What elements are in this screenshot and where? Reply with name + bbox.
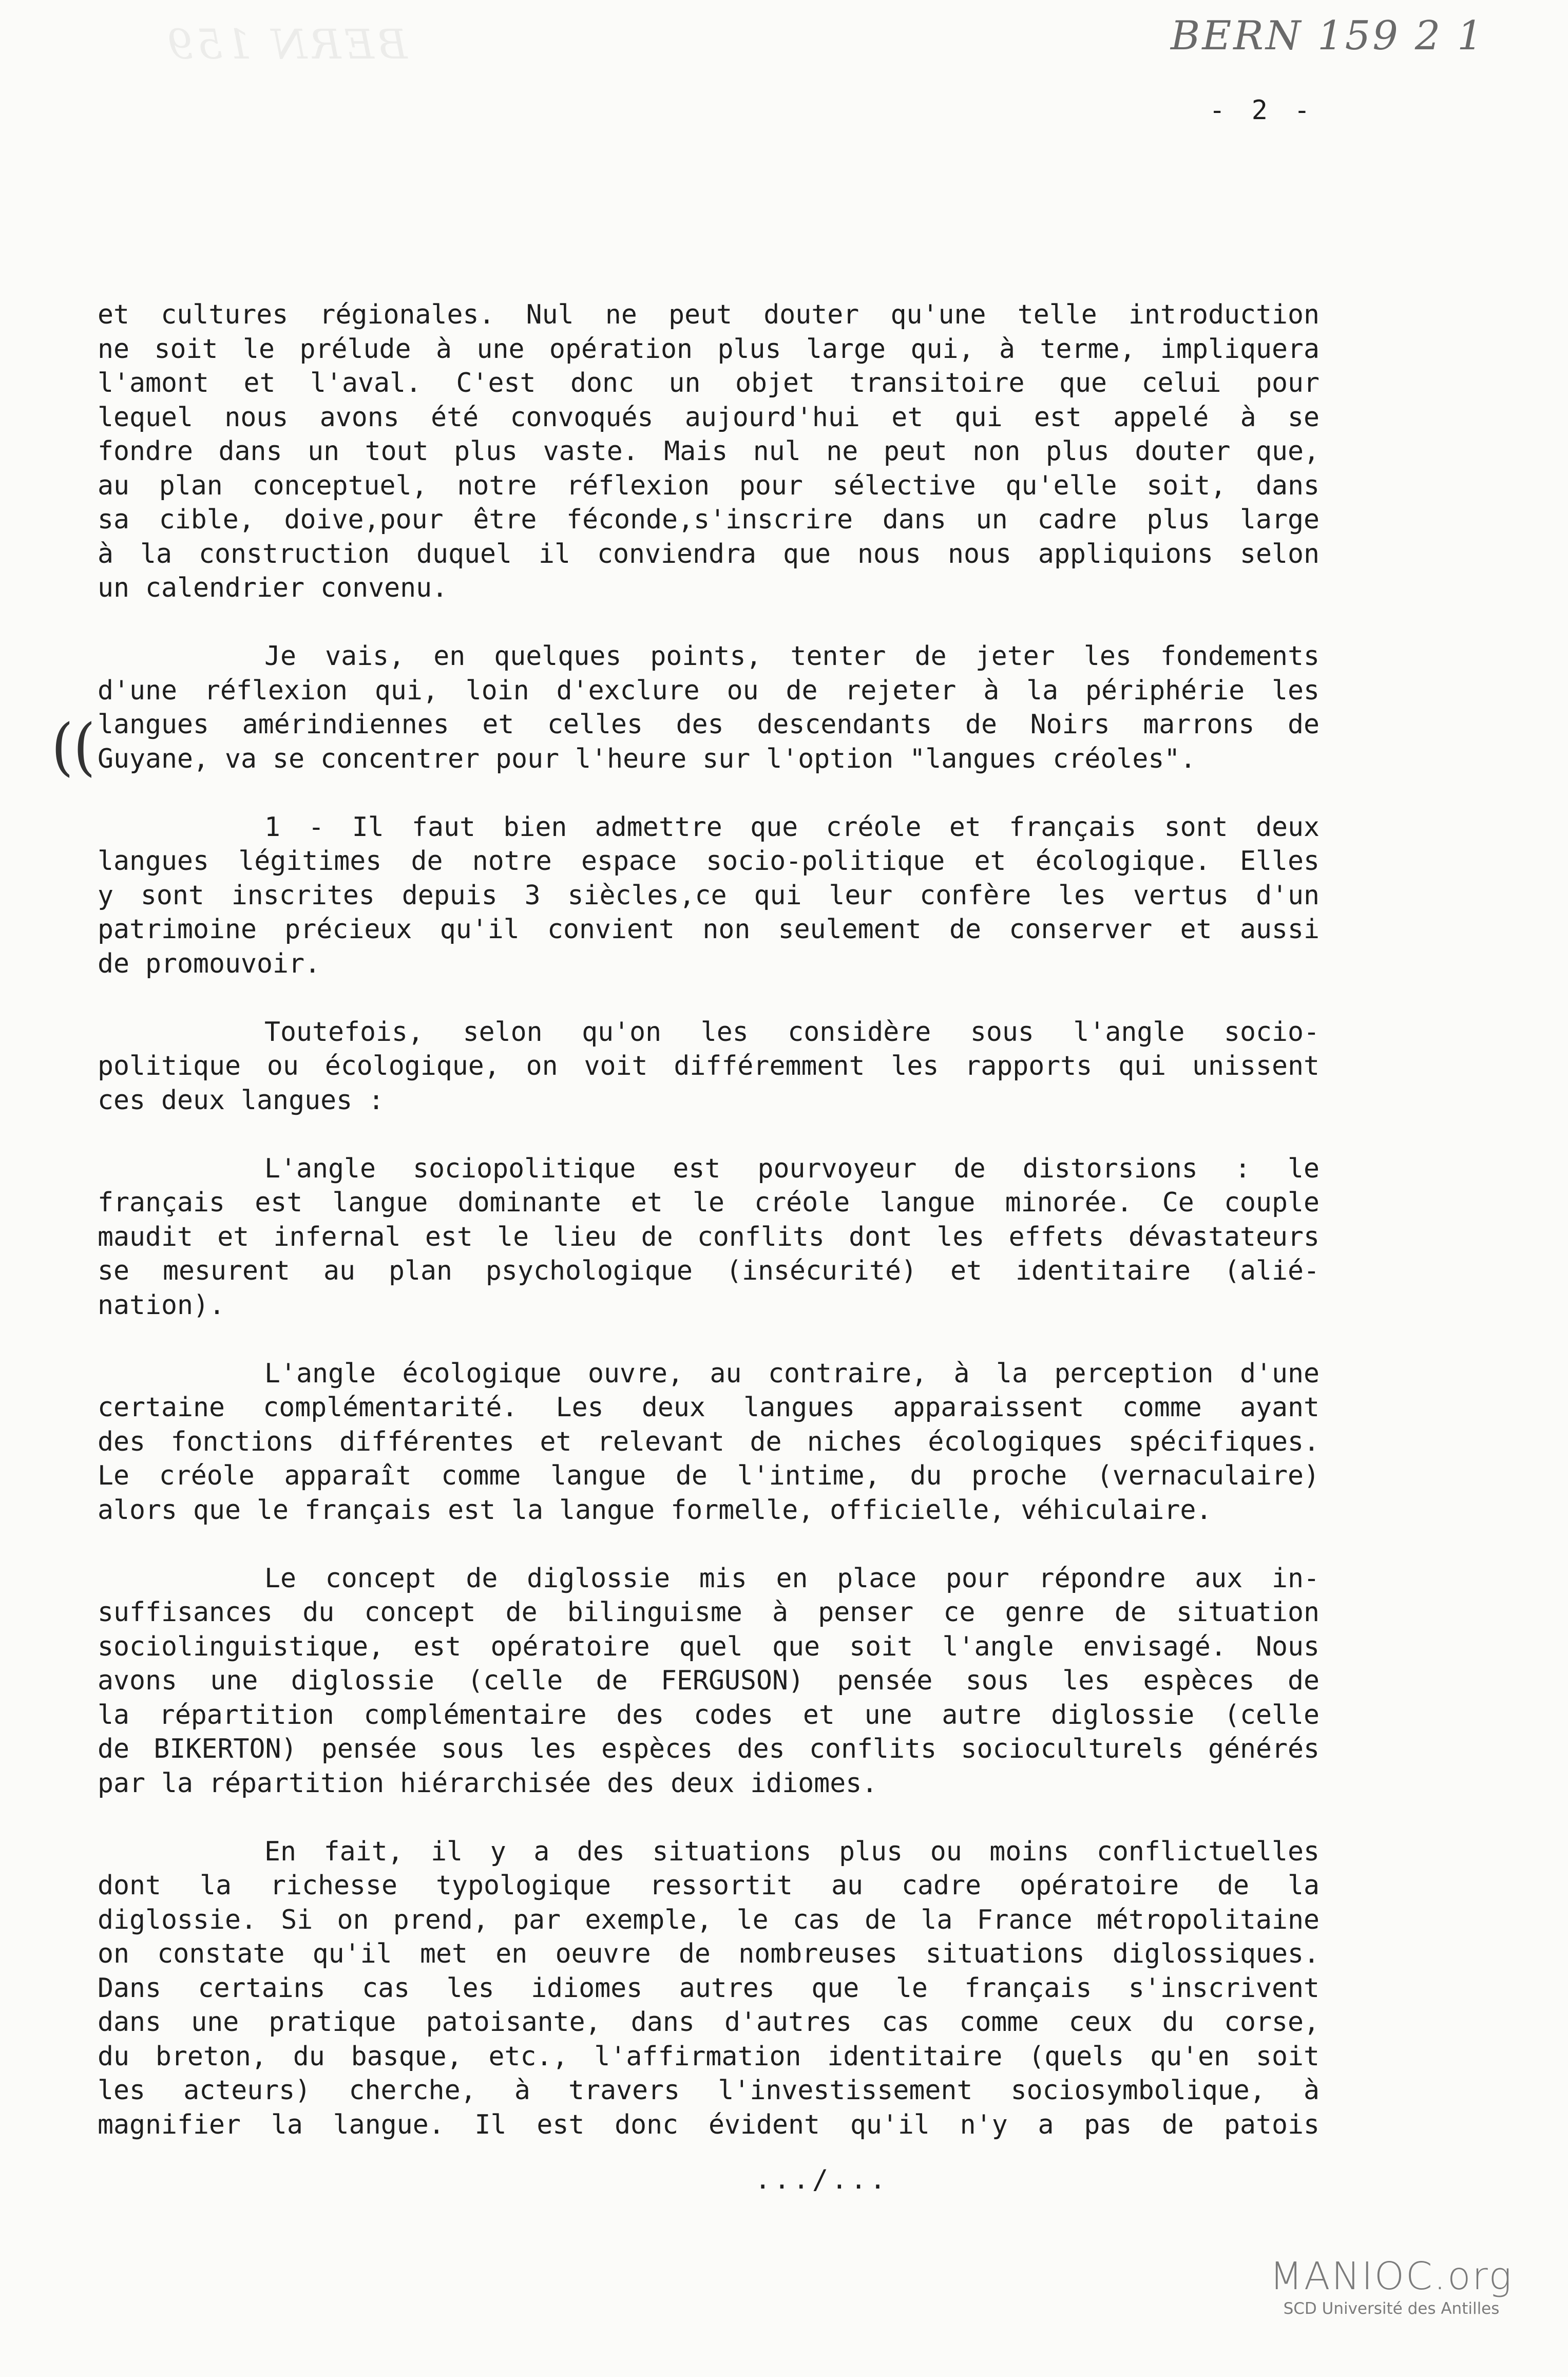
paragraph	[98, 639, 1320, 776]
text-line: nation).	[98, 1289, 225, 1321]
text-line: Je vais, en quelques points, tenter de jeter les fondements	[264, 641, 1320, 672]
paragraph	[98, 1152, 1320, 1323]
paragraph-gap	[98, 605, 1320, 640]
paragraph-gap	[98, 1117, 1320, 1152]
page-number: - 2 -	[1209, 95, 1315, 126]
text-line: Le concept de diglossie mis en place pour répondre aux in-	[264, 1563, 1320, 1594]
paragraph	[98, 1562, 1320, 1801]
text-line: se mesurent au plan psychologique (insécurité) et identitaire (alié-	[98, 1256, 1320, 1286]
text-line: suffisances du concept de bilinguisme à penser ce genre de situation	[98, 1597, 1320, 1628]
text-line: dans une pratique patoisante, dans d'autres cas comme ceux du corse,	[98, 2007, 1320, 2038]
text-line: les acteurs) cherche, à travers l'investissement sociosymbolique, à	[98, 2075, 1320, 2106]
paragraph-gap	[98, 776, 1320, 810]
text-line: l'amont et l'aval. C'est donc un objet transitoire que celui pour	[98, 368, 1320, 398]
paragraph	[98, 1835, 1320, 2142]
paragraph	[98, 298, 1320, 605]
text-line: politique ou écologique, on voit différemment les rapports qui unissent	[98, 1051, 1320, 1081]
paragraph	[98, 810, 1320, 981]
text-line: diglossie. Si on prend, par exemple, le cas de la France métropolitaine	[98, 1904, 1320, 1935]
text-line: de BIKERTON) pensée sous les espèces des conflits socioculturels générés	[98, 1734, 1320, 1764]
text-line: la répartition complémentaire des codes et une autre diglossie (celle	[98, 1699, 1320, 1731]
text-line: à la construction duquel il conviendra que nous nous appliquions selon	[98, 538, 1320, 569]
text-line: fondre dans un tout plus vaste. Mais nul ne peut non plus douter que,	[98, 436, 1320, 467]
text-line: ces deux langues :	[98, 1085, 385, 1116]
text-line: 1 - Il faut bien admettre que créole et français sont deux	[264, 811, 1320, 843]
manioc-logo	[1268, 2254, 1515, 2318]
text-line: L'angle sociopolitique est pourvoyeur de distorsions : le	[264, 1153, 1320, 1184]
paragraph-gap	[98, 1527, 1320, 1562]
text-line: L'angle écologique ouvre, au contraire, à la perception d'une	[264, 1358, 1320, 1389]
paragraph	[98, 1015, 1320, 1118]
text-line: magnifier la langue. Il est donc évident qu'il n'y a pas de patois	[98, 2109, 1320, 2140]
paragraph	[98, 1357, 1320, 1528]
text-line: un calendrier convenu.	[98, 573, 448, 603]
text-line: Dans certains cas les idiomes autres que le français s'inscrivent	[98, 1972, 1320, 2004]
text-line: par la répartition hiérarchisée des deux idiomes.	[98, 1767, 878, 1799]
text-line: Guyane, va se concentrer pour l'heure sur l'option "langues créoles".	[98, 743, 1196, 774]
text-line: au plan conceptuel, notre réflexion pour sélective qu'elle soit, dans	[98, 470, 1320, 501]
text-line: français est langue dominante et le créole langue minorée. Ce couple	[98, 1187, 1320, 1218]
text-line: on constate qu'il met en oeuvre de nombreuses situations diglossiques.	[98, 1938, 1320, 1969]
text-line: alors que le français est la langue formelle, officielle, véhiculaire.	[98, 1494, 1212, 1526]
text-line: En fait, il y a des situations plus ou moins conflictuelles	[264, 1836, 1320, 1867]
text-line: langues amérindiennes et celles des descendants de Noirs marrons de	[98, 709, 1320, 740]
continuation-mark: .../...	[755, 2164, 889, 2195]
text-line: ne soit le prélude à une opération plus large qui, à terme, impliquera	[98, 333, 1320, 365]
text-line: des fonctions différentes et relevant de niches écologiques spécifiques.	[98, 1426, 1320, 1457]
text-line: langues légitimes de notre espace socio-politique et écologique. Elles	[98, 846, 1320, 877]
margin-bracket-mark: ((	[51, 710, 95, 783]
text-line: sa cible, doive,pour être féconde,s'inscrire dans un cadre plus large	[98, 504, 1320, 535]
paragraph-gap	[98, 1322, 1320, 1357]
body-text	[98, 298, 1320, 2142]
text-line: de promouvoir.	[98, 948, 321, 979]
text-line: lequel nous avons été convoqués aujourd'hui et qui est appelé à se	[98, 402, 1320, 433]
paragraph-gap	[98, 981, 1320, 1015]
logo-text: MANIOC.org	[1270, 2254, 1513, 2298]
text-line: y sont inscrites depuis 3 siècles,ce qui leur confère les vertus d'un	[98, 880, 1320, 911]
text-line: Le créole apparaît comme langue de l'intime, du proche (vernaculaire)	[98, 1460, 1320, 1491]
text-line: d'une réflexion qui, loin d'exclure ou de rejeter à la périphérie les	[98, 675, 1320, 706]
text-line: patrimoine précieux qu'il convient non seulement de conserver et aussi	[98, 914, 1320, 945]
text-line: sociolinguistique, est opératoire quel que soit l'angle envisagé. Nous	[98, 1631, 1320, 1662]
logo-subtitle: SCD Université des Antilles	[1283, 2299, 1500, 2318]
archive-reference: BERN 159 2 1	[1171, 13, 1485, 59]
bleed-through-mark: BERN 159	[164, 21, 408, 68]
text-line: du breton, du basque, etc., l'affirmation identitaire (quels qu'en soit	[98, 2041, 1320, 2072]
text-line: avons une diglossie (celle de FERGUSON) pensée sous les espèces de	[98, 1665, 1320, 1696]
paragraph-gap	[98, 1800, 1320, 1835]
text-line: certaine complémentarité. Les deux langues apparaissent comme ayant	[98, 1392, 1320, 1423]
text-line: maudit et infernal est le lieu de conflits dont les effets dévastateurs	[98, 1221, 1320, 1252]
text-line: Toutefois, selon qu'on les considère sous l'angle socio-	[264, 1016, 1320, 1048]
text-line: dont la richesse typologique ressortit au cadre opératoire de la	[98, 1870, 1320, 1901]
text-line: et cultures régionales. Nul ne peut douter qu'une telle introduction	[98, 299, 1320, 330]
